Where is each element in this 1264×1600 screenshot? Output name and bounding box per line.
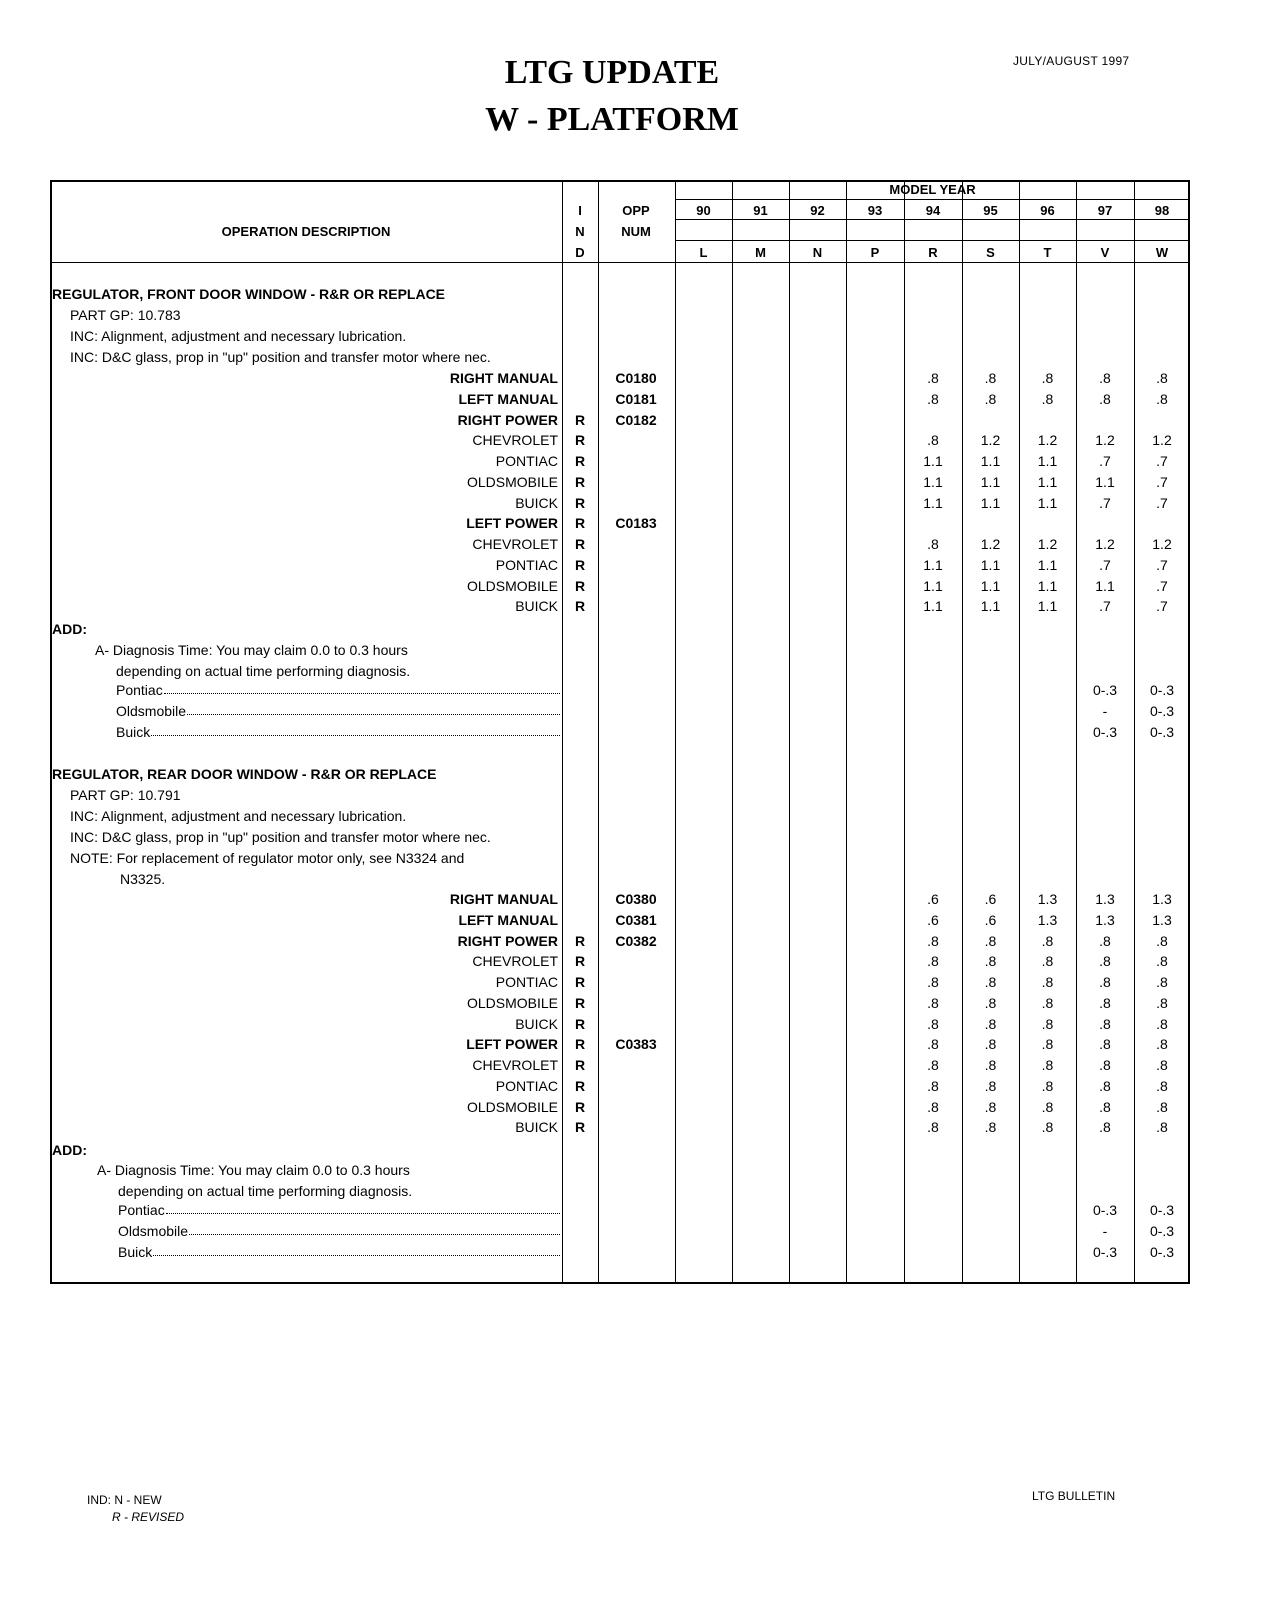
labor-time-value: .8 (1099, 974, 1111, 990)
labor-time-value: .8 (1099, 1077, 1111, 1094)
labor-time-value: .8 (1156, 1015, 1168, 1032)
rear-diag-line-2: depending on actual time performing diagnosis. (118, 1183, 413, 1199)
year-code: M (755, 245, 766, 260)
year-code: V (1100, 245, 1110, 260)
labor-time-value: .8 (927, 390, 939, 407)
rear-note-1: NOTE: For replacement of regulator motor only, see N3324 and (70, 850, 465, 866)
year-code: W (1155, 245, 1169, 260)
header-operation-description: OPERATION DESCRIPTION (221, 224, 391, 239)
year-code: R (928, 245, 938, 260)
labor-time-value: .8 (1041, 1015, 1054, 1032)
ind-flag: R (574, 1015, 586, 1032)
labor-time-value: 1.3 (1095, 891, 1115, 907)
labor-time-value: .8 (1156, 974, 1168, 990)
labor-time-value: .8 (984, 953, 997, 970)
labor-time-value: .8 (1156, 1119, 1168, 1136)
labor-time-value: .8 (927, 994, 939, 1011)
labor-time-value: 1.1 (923, 453, 943, 469)
labor-time-value: .8 (927, 1036, 939, 1053)
year-code: N (812, 245, 823, 260)
diag-time-98: 0-.3 (1149, 682, 1175, 698)
opp-number: C0182 (615, 411, 657, 428)
labor-time-value: .8 (1156, 953, 1168, 970)
ind-flag: R (574, 953, 586, 970)
opp-number: C0180 (615, 370, 657, 386)
diag-time-98: 0-.3 (1149, 1244, 1175, 1260)
rear-inc-2: INC: D&C glass, prop in "up" position and transfer motor where nec. (70, 829, 491, 845)
labor-time-value: .8 (927, 370, 939, 386)
diag-time-98: 0-.3 (1149, 724, 1175, 740)
diag-time-98: 0-.3 (1149, 703, 1175, 719)
column-divider (732, 180, 733, 1284)
rear-add-label: ADD: (52, 1142, 87, 1158)
operation-label: RIGHT POWER (457, 411, 558, 428)
labor-time-value: .7 (1099, 453, 1111, 469)
opp-number: C0181 (615, 390, 657, 407)
labor-time-value: .8 (1156, 1077, 1168, 1094)
operation-label: BUICK (515, 598, 558, 615)
operation-label: RIGHT MANUAL (449, 891, 558, 907)
ind-legend-revised: R - REVISED (112, 1510, 185, 1524)
year-header: 94 (925, 203, 941, 218)
operation-label: BUICK (515, 1015, 558, 1032)
labor-time-value: 1.1 (980, 473, 1001, 490)
labor-time-value: .8 (927, 536, 939, 552)
ind-flag: R (574, 432, 586, 449)
labor-time-value: 1.3 (1152, 891, 1172, 907)
labor-time-value: 1.1 (923, 577, 943, 594)
labor-time-value: .8 (984, 1015, 997, 1032)
opp-number: C0383 (615, 1036, 657, 1053)
ind-flag: R (574, 1036, 586, 1053)
labor-time-value: 1.3 (1095, 911, 1115, 928)
ind-flag: R (574, 473, 586, 490)
ind-flag: R (574, 598, 586, 615)
ind-flag: R (574, 556, 586, 573)
labor-time-value: .8 (984, 1036, 997, 1053)
dot-leader-row (118, 1244, 560, 1260)
labor-time-value: 1.1 (923, 556, 943, 573)
labor-time-value: .8 (984, 1057, 997, 1073)
report-date: JULY/AUGUST 1997 (1013, 54, 1130, 68)
rear-diag-line-1: A- Diagnosis Time: You may claim 0.0 to 0.3 hours (97, 1162, 410, 1178)
dot-leader-row (116, 703, 560, 719)
year-header: 90 (696, 203, 711, 218)
labor-time-value: 1.1 (1037, 577, 1058, 594)
labor-time-value: .8 (927, 1119, 939, 1136)
opp-number: C0380 (615, 891, 657, 907)
labor-time-value: .8 (927, 432, 939, 449)
header-ind-3: D (575, 245, 585, 260)
make-label: Pontiac (116, 682, 163, 698)
labor-time-value: 1.1 (1037, 598, 1058, 615)
front-section-heading: REGULATOR, FRONT DOOR WINDOW - R&R OR REPLACE (52, 286, 446, 302)
diag-time-97: 0-.3 (1092, 682, 1118, 698)
labor-time-value: .7 (1156, 494, 1168, 511)
labor-time-value: .8 (1041, 1036, 1054, 1053)
labor-time-value: 1.1 (1037, 473, 1058, 490)
ind-flag: R (574, 494, 586, 511)
header-ind-1: I (578, 203, 582, 218)
diag-time-97: 0-.3 (1092, 1202, 1118, 1218)
labor-time-value: .7 (1156, 598, 1168, 615)
labor-time-value: .8 (1156, 1036, 1168, 1053)
make-label: Oldsmobile (116, 703, 187, 719)
labor-time-value: .8 (1041, 1098, 1054, 1115)
ind-flag: R (574, 974, 586, 990)
make-label: Oldsmobile (118, 1223, 189, 1239)
year-header: 92 (810, 203, 825, 218)
ind-flag: R (574, 453, 586, 469)
year-code: S (986, 245, 995, 260)
labor-time-value: 1.3 (1037, 911, 1058, 928)
labor-time-value: .8 (1041, 932, 1054, 949)
diag-time-97: 0-.3 (1092, 1244, 1118, 1260)
header-opp: OPP (622, 203, 650, 218)
labor-time-value: 1.1 (980, 598, 1001, 615)
labor-time-value: 1.1 (1037, 556, 1058, 573)
ind-flag: R (574, 515, 586, 532)
operation-label: LEFT MANUAL (458, 911, 558, 928)
year-header: 93 (867, 203, 883, 218)
front-diag-line-2: depending on actual time performing diagnosis. (116, 663, 411, 679)
ind-flag: R (574, 577, 586, 594)
ind-flag: R (574, 932, 586, 949)
header-bottom-rule (50, 262, 1190, 263)
header-model-year: MODEL YEAR (889, 182, 976, 197)
operation-label: BUICK (515, 1119, 558, 1136)
operation-label: CHEVROLET (472, 536, 558, 552)
labor-time-value: .8 (927, 1077, 939, 1094)
make-label: Buick (118, 1244, 153, 1260)
labor-time-value: .8 (984, 1098, 997, 1115)
labor-time-value: .8 (1099, 370, 1111, 386)
labor-time-value: .8 (1156, 1098, 1168, 1115)
labor-time-value: .8 (927, 1098, 939, 1115)
labor-time-value: .6 (984, 891, 997, 907)
labor-time-value: .7 (1156, 473, 1168, 490)
year-code: T (1043, 245, 1052, 260)
labor-time-value: 1.1 (923, 494, 943, 511)
labor-time-value: 1.2 (1152, 536, 1172, 552)
labor-time-value: .8 (984, 1119, 997, 1136)
labor-time-value: 1.1 (980, 494, 1001, 511)
year-header: 97 (1097, 203, 1113, 218)
labor-time-value: .7 (1156, 556, 1168, 573)
labor-time-value: 1.3 (1152, 911, 1172, 928)
labor-time-value: 1.2 (1095, 536, 1115, 552)
ind-flag: R (574, 1119, 586, 1136)
year-header: 91 (753, 203, 768, 218)
operation-label: OLDSMOBILE (466, 994, 558, 1011)
operation-label: PONTIAC (495, 1077, 558, 1094)
labor-time-value: .8 (984, 932, 997, 949)
ind-flag: R (574, 411, 586, 428)
operation-label: OLDSMOBILE (466, 1098, 558, 1115)
dot-leader (189, 1231, 560, 1235)
rear-note-2: N3325. (120, 871, 166, 887)
labor-time-value: 1.1 (980, 556, 1001, 573)
labor-time-value: .6 (927, 911, 939, 928)
diag-time-98: 0-.3 (1149, 1202, 1175, 1218)
labor-time-value: .6 (984, 911, 997, 928)
operation-label: LEFT POWER (466, 515, 558, 532)
header-rule (675, 219, 1190, 220)
front-part-gp: PART GP: 10.783 (70, 307, 181, 323)
year-header: 96 (1040, 203, 1055, 218)
front-inc-1: INC: Alignment, adjustment and necessary lubrication. (70, 328, 407, 344)
labor-time-value: 1.2 (1152, 432, 1172, 449)
labor-time-value: .7 (1099, 598, 1111, 615)
labor-time-value: .8 (927, 1057, 939, 1073)
labor-time-value: 1.2 (1037, 432, 1058, 449)
front-diag-line-1: A- Diagnosis Time: You may claim 0.0 to 0.3 hours (95, 642, 408, 658)
year-header: 95 (983, 203, 998, 218)
labor-time-value: .8 (1156, 994, 1168, 1011)
dot-leader (164, 690, 560, 694)
header-rule (675, 199, 1190, 200)
operation-label: CHEVROLET (472, 432, 558, 449)
column-divider (846, 180, 847, 1284)
labor-time-value: .8 (1041, 1077, 1054, 1094)
column-divider (675, 180, 676, 1284)
labor-time-value: 1.2 (1095, 432, 1115, 449)
operation-label: PONTIAC (495, 556, 558, 573)
dot-leader-row (116, 682, 560, 698)
labor-time-value: .8 (1156, 1057, 1168, 1073)
dot-leader-row (118, 1223, 560, 1239)
rear-section-heading: REGULATOR, REAR DOOR WINDOW - R&R OR REPLACE (52, 766, 437, 782)
operation-label: PONTIAC (495, 974, 558, 990)
labor-time-value: .8 (1099, 1057, 1111, 1073)
labor-time-value: .8 (1099, 1036, 1111, 1053)
labor-time-value: .8 (1099, 932, 1111, 949)
labor-time-value: .8 (1041, 1057, 1054, 1073)
year-code: L (699, 245, 708, 260)
diag-time-98: 0-.3 (1149, 1223, 1175, 1239)
front-add-label: ADD: (52, 621, 87, 637)
labor-time-value: 1.2 (1037, 536, 1058, 552)
labor-time-value: .8 (1099, 994, 1111, 1011)
diag-time-97: 0-.3 (1092, 724, 1118, 740)
make-label: Buick (116, 724, 151, 740)
labor-time-value: .7 (1156, 453, 1168, 469)
operation-label: PONTIAC (495, 453, 558, 469)
opp-number: C0382 (615, 932, 657, 949)
column-divider (789, 180, 790, 1284)
labor-time-value: 1.1 (980, 453, 1001, 469)
labor-time-value: .8 (927, 953, 939, 970)
ind-flag: R (574, 536, 586, 552)
header-rule (675, 240, 1190, 241)
labor-time-value: .8 (927, 932, 939, 949)
labor-time-value: .7 (1099, 494, 1111, 511)
labor-time-value: .8 (1156, 932, 1168, 949)
operation-label: LEFT POWER (466, 1036, 558, 1053)
make-label: Pontiac (118, 1202, 165, 1218)
operation-label: BUICK (515, 494, 558, 511)
dot-leader (151, 732, 560, 736)
dot-leader-row (116, 724, 560, 740)
operation-label: RIGHT POWER (457, 932, 558, 949)
labor-time-value: .8 (1099, 1098, 1111, 1115)
labor-time-value: .8 (1041, 1119, 1054, 1136)
labor-time-value: .8 (1041, 974, 1054, 990)
labor-time-value: .8 (927, 974, 939, 990)
page-subtitle: W - PLATFORM (485, 101, 739, 138)
labor-time-value: .6 (927, 891, 939, 907)
labor-time-value: .8 (1041, 994, 1054, 1011)
labor-time-value: .8 (1099, 1119, 1111, 1136)
labor-time-value: .8 (1099, 1015, 1111, 1032)
labor-time-value: .8 (984, 994, 997, 1011)
operation-label: RIGHT MANUAL (449, 370, 558, 386)
labor-time-value: 1.1 (1037, 494, 1058, 511)
labor-time-value: 1.1 (1095, 577, 1115, 594)
labor-time-value: .8 (984, 370, 997, 386)
labor-time-value: .8 (984, 974, 997, 990)
opp-number: C0183 (615, 515, 657, 532)
labor-time-value: 1.1 (1095, 473, 1115, 490)
year-header: 98 (1154, 203, 1170, 218)
ind-flag: R (574, 994, 586, 1011)
labor-time-value: .8 (1041, 953, 1054, 970)
labor-time-value: .8 (984, 1077, 997, 1094)
labor-time-value: .7 (1156, 577, 1168, 594)
diag-time-97: - (1102, 703, 1108, 719)
labor-time-value: .8 (1041, 390, 1054, 407)
labor-time-value: 1.3 (1037, 891, 1058, 907)
ind-flag: R (574, 1057, 586, 1073)
labor-time-value: .8 (927, 1015, 939, 1032)
operation-label: LEFT MANUAL (458, 390, 558, 407)
labor-time-value: .7 (1099, 556, 1111, 573)
labor-time-value: 1.2 (980, 536, 1001, 552)
labor-time-value: .8 (1099, 953, 1111, 970)
operation-label: OLDSMOBILE (466, 473, 558, 490)
ind-legend (87, 1492, 184, 1526)
dot-leader (166, 1210, 560, 1214)
year-code: P (870, 245, 880, 260)
labor-time-value: .8 (1041, 370, 1054, 386)
column-divider (598, 180, 599, 1284)
opp-number: C0381 (615, 911, 657, 928)
operation-label: CHEVROLET (472, 1057, 558, 1073)
rear-inc-1: INC: Alignment, adjustment and necessary lubrication. (70, 808, 407, 824)
front-inc-2: INC: D&C glass, prop in "up" position and transfer motor where nec. (70, 349, 491, 365)
header-ind-2: N (575, 224, 585, 239)
operation-label: CHEVROLET (472, 953, 558, 970)
labor-time-value: .8 (984, 390, 997, 407)
labor-time-value: 1.1 (980, 577, 1001, 594)
rear-part-gp: PART GP: 10.791 (70, 787, 181, 803)
diag-time-97: - (1102, 1223, 1108, 1239)
labor-time-value: 1.1 (923, 473, 943, 490)
operation-label: OLDSMOBILE (466, 577, 558, 594)
labor-time-value: .8 (1099, 390, 1111, 407)
labor-time-value: 1.1 (1037, 453, 1058, 469)
header-num: NUM (621, 224, 651, 239)
dot-leader-row (118, 1202, 560, 1218)
ind-flag: R (574, 1077, 586, 1094)
labor-time-value: .8 (1156, 370, 1168, 386)
ind-legend-new: IND: N - NEW (87, 1493, 162, 1507)
labor-time-value: 1.1 (923, 598, 943, 615)
dot-leader (153, 1252, 560, 1256)
labor-time-value: 1.2 (980, 432, 1001, 449)
bulletin-label: LTG BULLETIN (1032, 1489, 1116, 1503)
labor-time-value: .8 (1156, 390, 1168, 407)
dot-leader (187, 711, 560, 715)
page-title: LTG UPDATE (504, 54, 720, 91)
ind-flag: R (574, 1098, 586, 1115)
